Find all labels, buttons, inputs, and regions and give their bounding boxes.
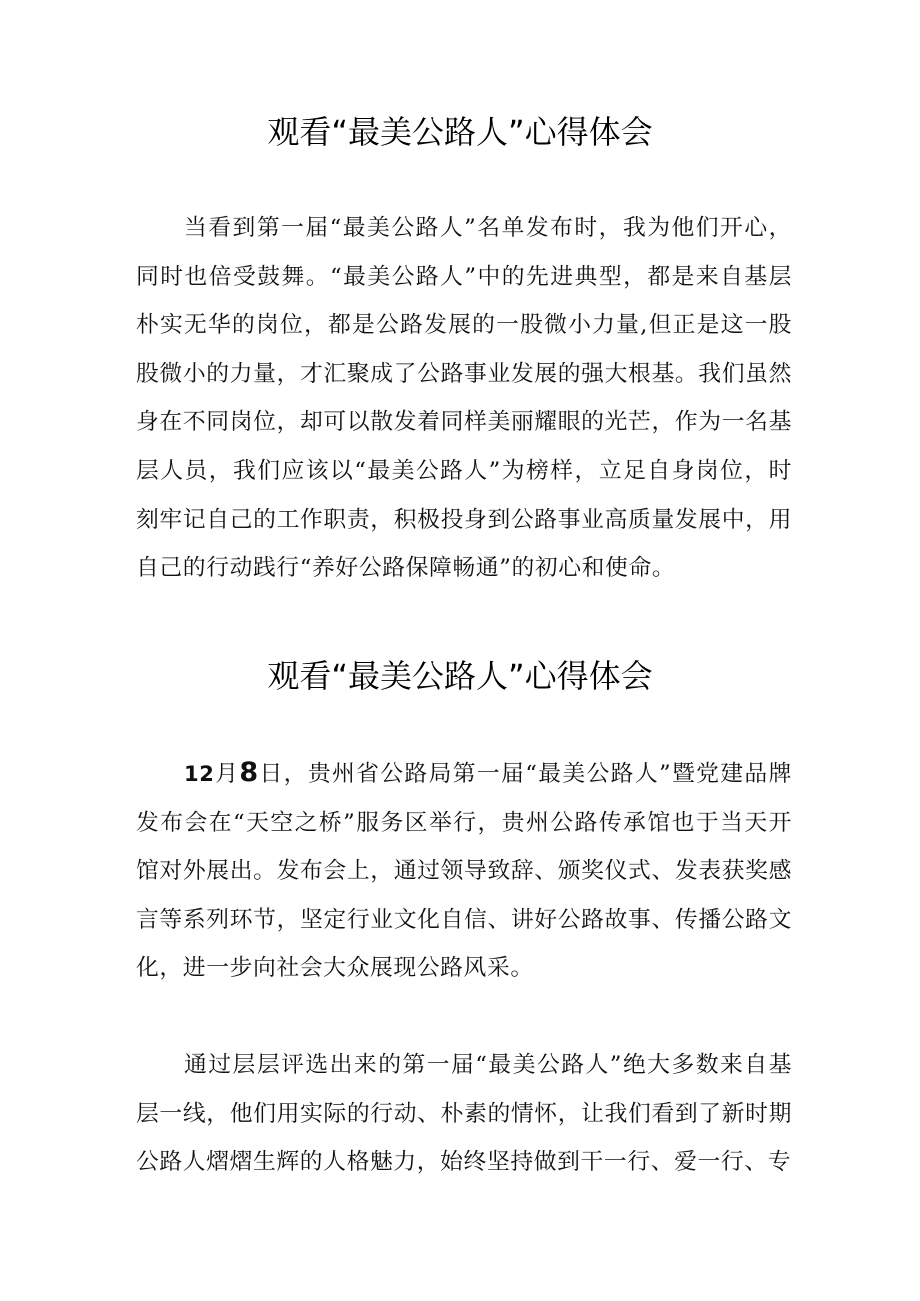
section-2-paragraph-2: 通过层层评选出来的第一届“最美公路人”绝大多数来自基层一线，他们用实际的行动、朴素的情怀，让我们看到了新时期公路人熠熠生辉的人格魅力，始终坚持做到干一行、爱一行、专 <box>136 1052 792 1176</box>
date-month-unit: 月 <box>214 761 240 787</box>
date-month: 12 <box>184 762 215 786</box>
section-1-title: 观看“最美公路人”心得体会 <box>267 113 653 151</box>
date-day: 8 <box>239 757 259 788</box>
section-2-title: 观看“最美公路人”心得体会 <box>267 657 653 695</box>
section-2-paragraph-1-text: 贵州省公路局第一届“最美公路人”暨党建品牌发布会在“天空之桥”服务区举行，贵州公路传承馆也于当天开馆对外展出。发布会上，通过领导致辞、颁奖仪式、发表获奖感言等系列环节，坚定行业文化自信、讲好公路故事、传播公路文化，进一步向社会大众展现公路风采。 <box>136 761 792 982</box>
section-1-paragraph-1: 当看到第一届“最美公路人”名单发布时，我为他们开心，同时也倍受鼓舞。“最美公路人”中的先进典型，都是来自基层朴实无华的岗位，都是公路发展的一股微小力量,但正是这一股股微小的力量，才汇聚成了公路事业发展的强大根基。我们虽然身在不同岗位，却可以散发着同样美丽耀眼的光芒，作为一名基层人员，我们应该以“最美公路人”为榜样，立足自身岗位，时刻牢记自己的工作职责，积极投身到公路事业高质量发展中，用自己的行动践行“养好公路保障畅通”的初心和使命。 <box>136 215 792 582</box>
section-2-paragraph-1 <box>136 749 792 993</box>
date-day-unit: 日， <box>258 761 308 787</box>
